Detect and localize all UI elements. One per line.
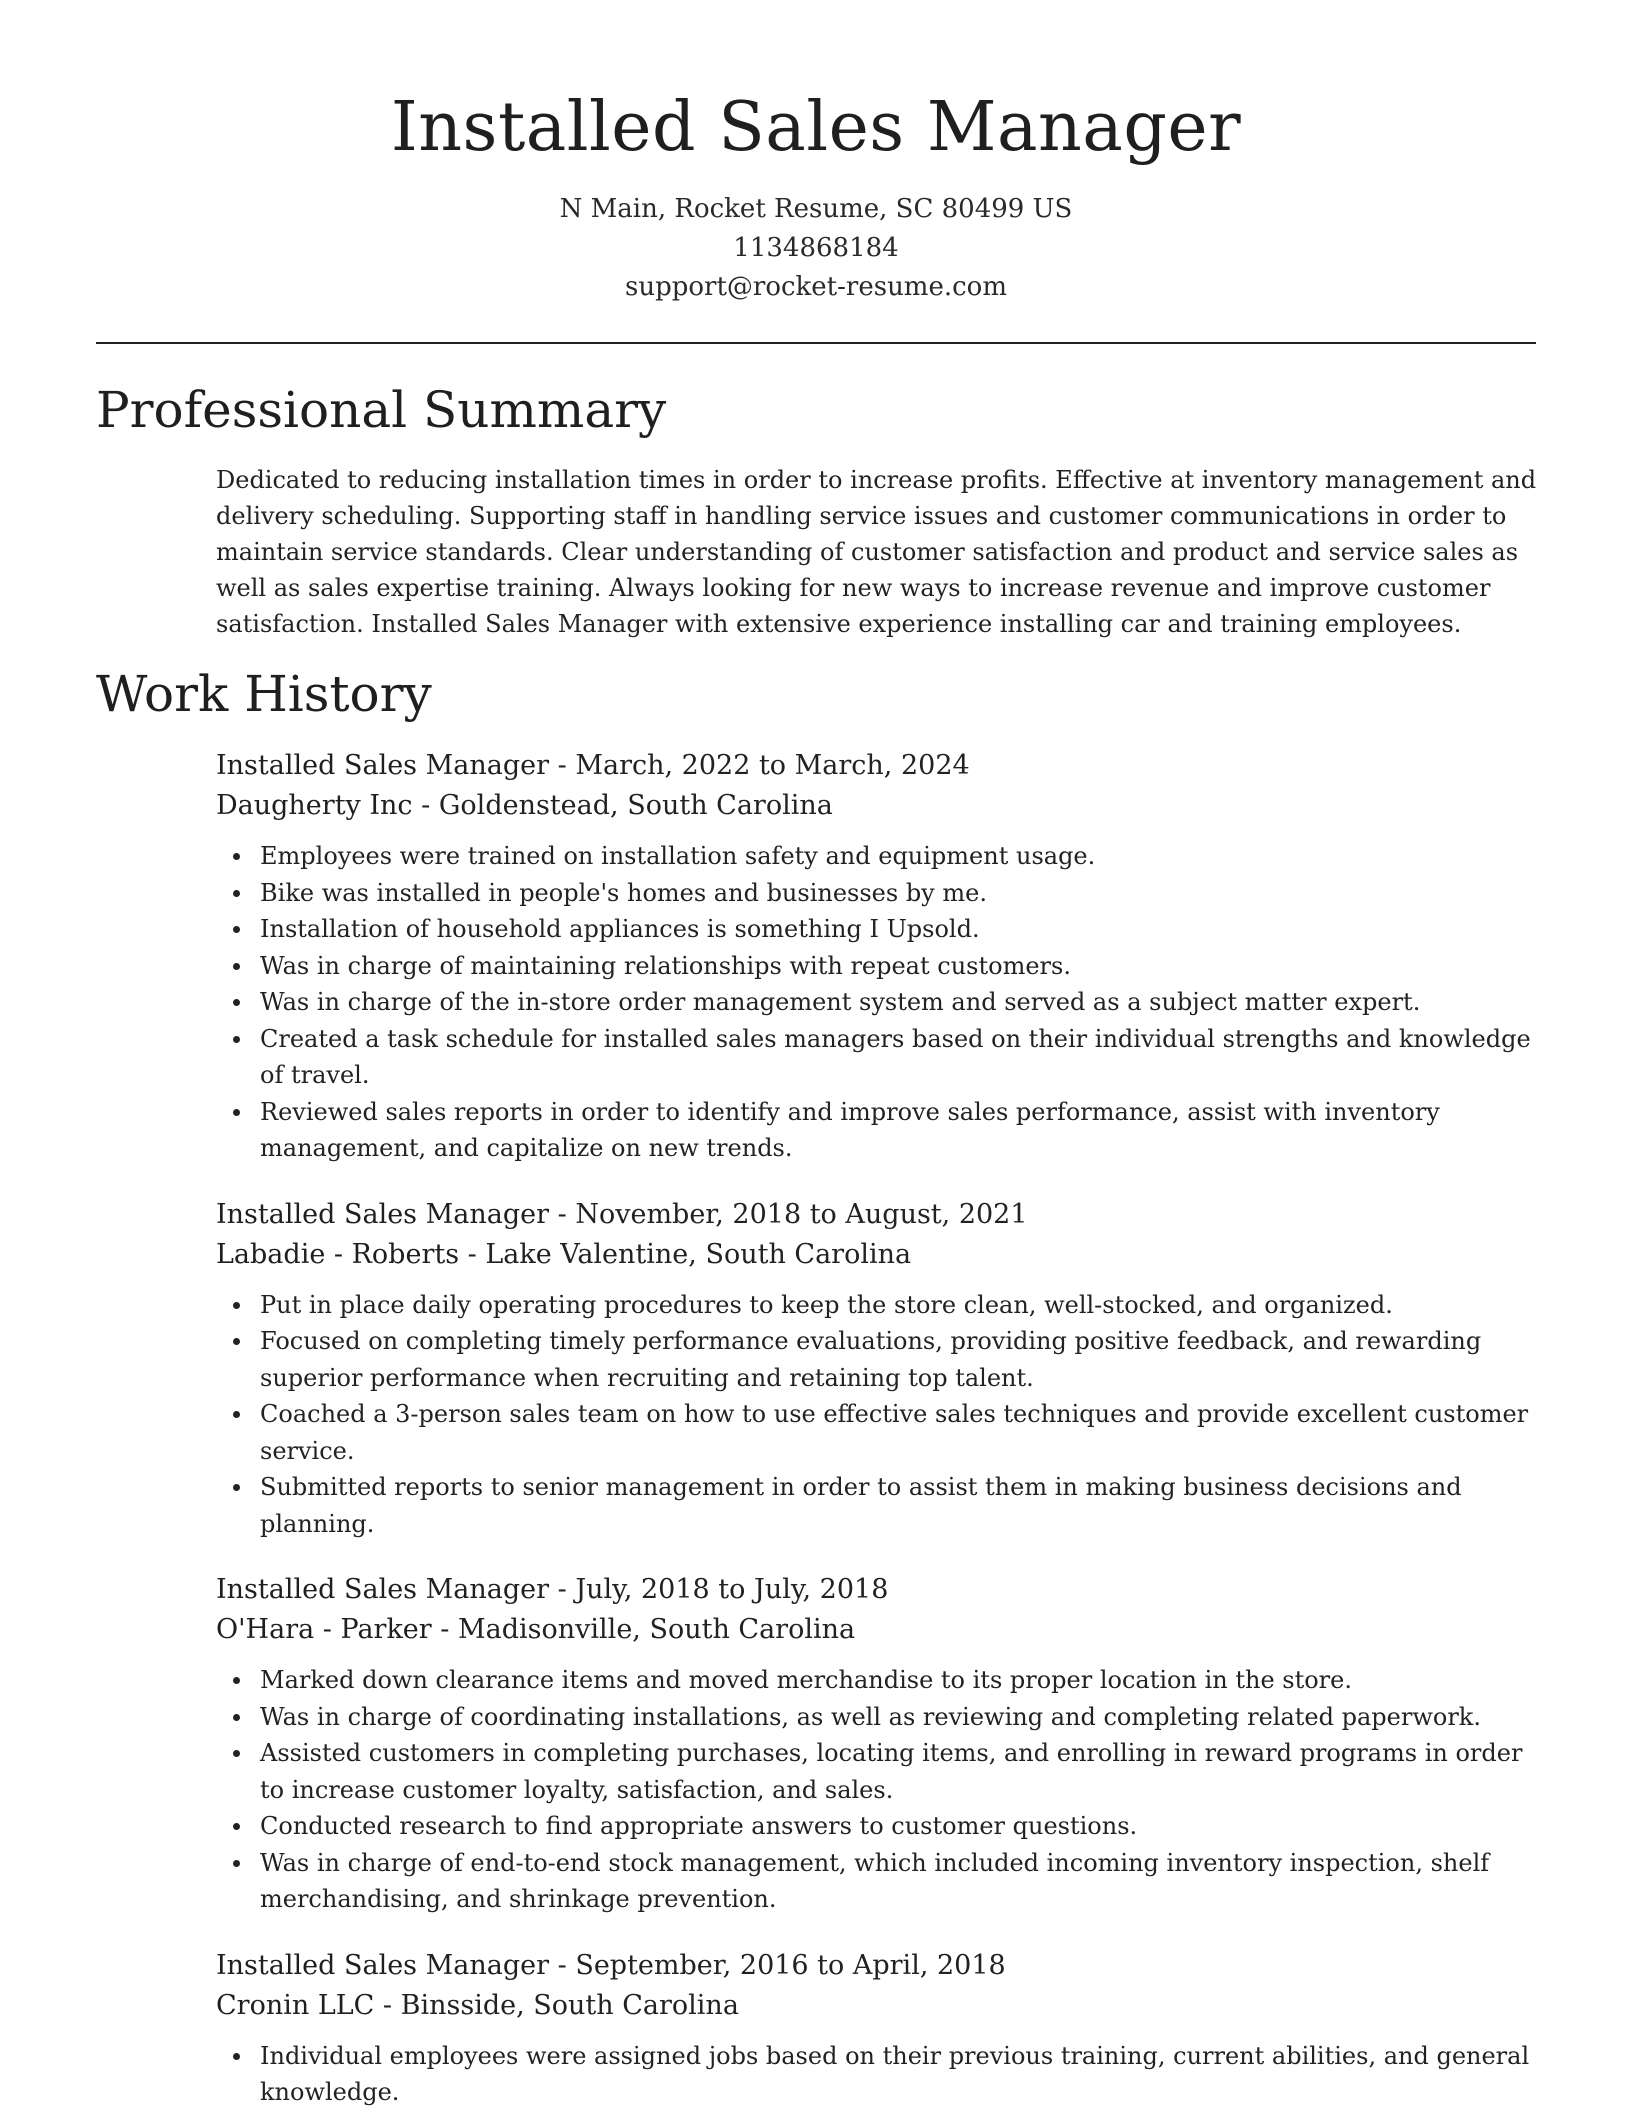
job-separator: - [549,1574,576,1605]
job-company: Cronin LLC [216,1989,375,2021]
job-location: Madisonville, South Carolina [458,1614,856,1645]
work-history-heading: Work History [96,665,432,723]
contact-email: support@rocket-resume.com [624,272,1007,302]
candidate-name: Installed Sales Manager [390,88,1242,167]
job-bullet: Reviewed sales reports in order to identify and improve sales performance, assist with inventory management, and capitalize on new trends. [260,1094,1542,1167]
job-bullet: Individual employees were assigned jobs based on their previous training, current abilities, and general knowledge. [260,2038,1542,2111]
job-bullet: Coached a 3-person sales team on how to use effective sales techniques and provide excellent customer service. [260,1396,1542,1469]
job-dates: July, 2018 to July, 2018 [575,1574,889,1605]
job-company-line [216,1610,1542,1650]
job-entry [216,746,1542,1167]
contact-phone: 1134868184 [733,233,899,263]
job-bullet: Was in charge of the in-store order management system and served as a subject matter expert. [260,984,1542,1021]
job-separator: - [412,790,439,821]
job-title: Installed Sales Manager [216,1574,550,1605]
job-company-line [216,786,1542,826]
job-dates: March, 2022 to March, 2024 [575,750,970,781]
job-title: Installed Sales Manager [216,1949,550,1981]
job-bullet: Put in place daily operating procedures to keep the store clean, well-stocked, and organized. [260,1287,1542,1324]
job-separator: - [549,1949,576,1981]
header-divider [96,342,1536,344]
job-location: Lake Valentine, South Carolina [485,1238,912,1270]
job-separator: - [431,1614,458,1645]
work-history-list [216,746,1542,2112]
job-title-line [216,1195,1542,1235]
job-separator: - [459,1238,486,1270]
contact-address: N Main, Rocket Resume, SC 80499 US [559,194,1073,224]
job-company: Daugherty Inc [216,790,413,821]
resume-header [0,78,1632,307]
job-bullet: Was in charge of end-to-end stock management, which included incoming inventory inspection, shelf merchandising, and shrinkage prevention. [260,1845,1542,1918]
job-separator: - [549,1198,576,1230]
job-bullet: Employees were trained on installation safety and equipment usage. [260,838,1542,875]
job-title-line [216,1946,1542,1986]
job-bullet-list [216,838,1542,1167]
job-entry [216,1195,1542,1543]
job-bullet-list [216,1287,1542,1543]
job-company: O'Hara - Parker [216,1614,432,1645]
summary-heading: Professional Summary [96,381,667,439]
contact-block [0,190,1632,307]
job-bullet: Was in charge of maintaining relationships with repeat customers. [260,948,1542,985]
job-dates: September, 2016 to April, 2018 [575,1949,1006,1981]
summary-text: Dedicated to reducing installation times in order to increase profits. Effective at inventory management and delivery scheduling. Supporting staff in handling service issues and customer communications in order to maintain service standards. Clear understanding of customer satisfaction and product and service sales as well as sales expertise training. Always looking for new ways to increase revenue and improve customer satisfaction. Installed Sales Manager with extensive experience installing car and training employees. [216,466,1537,638]
job-separator: - [549,750,576,781]
job-bullet: Installation of household appliances is something I Upsold. [260,911,1542,948]
job-bullet: Created a task schedule for installed sales managers based on their individual strengths and knowledge of travel. [260,1021,1542,1094]
job-company-line [216,1235,1542,1275]
job-title: Installed Sales Manager [216,750,550,781]
job-title-line [216,746,1542,786]
job-entry [216,1570,1542,1918]
job-bullet: Was in charge of coordinating installations, as well as reviewing and completing related paperwork. [260,1699,1542,1736]
job-company-line [216,1986,1542,2026]
job-dates: November, 2018 to August, 2021 [575,1198,1028,1230]
job-bullet-list [216,1662,1542,1918]
job-bullet: Submitted reports to senior management in order to assist them in making business decisions and planning. [260,1469,1542,1542]
job-separator: - [374,1989,401,2021]
job-bullet-list [216,2038,1542,2111]
job-location: Goldenstead, South Carolina [438,790,833,821]
job-title: Installed Sales Manager [216,1198,550,1230]
job-title-line [216,1570,1542,1610]
job-bullet: Bike was installed in people's homes and businesses by me. [260,875,1542,912]
job-bullet: Assisted customers in completing purchases, locating items, and enrolling in reward programs in order to increase customer loyalty, satisfaction, and sales. [260,1735,1542,1808]
job-entry [216,1946,1542,2111]
job-location: Binsside, South Carolina [400,1989,739,2021]
job-bullet: Conducted research to find appropriate answers to customer questions. [260,1808,1542,1845]
job-bullet: Focused on completing timely performance evaluations, providing positive feedback, and rewarding superior performance when recruiting and retaining top talent. [260,1323,1542,1396]
job-bullet: Marked down clearance items and moved merchandise to its proper location in the store. [260,1662,1542,1699]
job-company: Labadie - Roberts [216,1238,460,1270]
